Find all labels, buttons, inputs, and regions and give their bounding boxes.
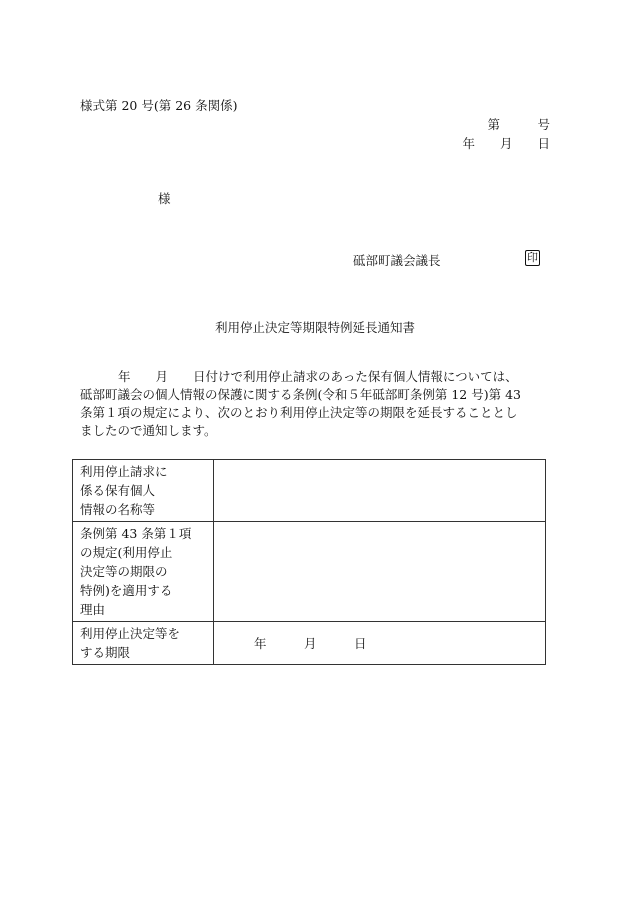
- row-label-deadline: [73, 622, 214, 665]
- label-line: する期限: [80, 645, 131, 660]
- row-value-info-name[interactable]: [214, 460, 546, 522]
- body-line-3: 条第１項の規定により、次のとおり利用停止決定等の期限を延長することとし: [80, 405, 518, 420]
- form-number: 様式第 20 号(第 26 条関係): [80, 98, 238, 113]
- row-value-deadline[interactable]: 年 月 日: [214, 622, 546, 665]
- body-line-1: 年 月 日付けで利用停止請求のあった保有個人情報については、: [118, 369, 518, 384]
- table-row: [73, 622, 546, 665]
- document-date: 年 月 日: [462, 136, 550, 151]
- label-line: 決定等の期限の: [80, 564, 168, 579]
- row-value-reason[interactable]: [214, 522, 546, 622]
- body-line-4: ましたので通知します。: [80, 423, 217, 438]
- body-line-2: 砥部町議会の個人情報の保護に関する条例(令和５年砥部町条例第 12 号)第 43: [80, 387, 521, 402]
- label-line: 情報の名称等: [80, 502, 156, 517]
- label-line: 係る保有個人: [80, 483, 156, 498]
- document-number: 第 号: [487, 117, 550, 132]
- table-row: [73, 460, 546, 522]
- document-title: 利用停止決定等期限特例延長通知書: [214, 320, 415, 335]
- label-line: 条例第 43 条第１項: [80, 526, 192, 541]
- label-line: 特例)を適用する: [80, 583, 173, 598]
- label-line: の規定(利用停止: [80, 545, 173, 560]
- label-line: 理由: [80, 602, 106, 617]
- table-row: [73, 522, 546, 622]
- notice-body: [80, 368, 552, 440]
- sender-title: 砥部町議会議長: [353, 253, 441, 268]
- seal-mark: 印: [527, 251, 538, 264]
- row-label-reason: [73, 522, 214, 622]
- row-label-info-name: [73, 460, 214, 522]
- addressee-honorific: 様: [158, 191, 171, 206]
- label-line: 利用停止請求に: [80, 464, 168, 479]
- label-line: 利用停止決定等を: [80, 626, 181, 641]
- detail-table: [72, 459, 546, 665]
